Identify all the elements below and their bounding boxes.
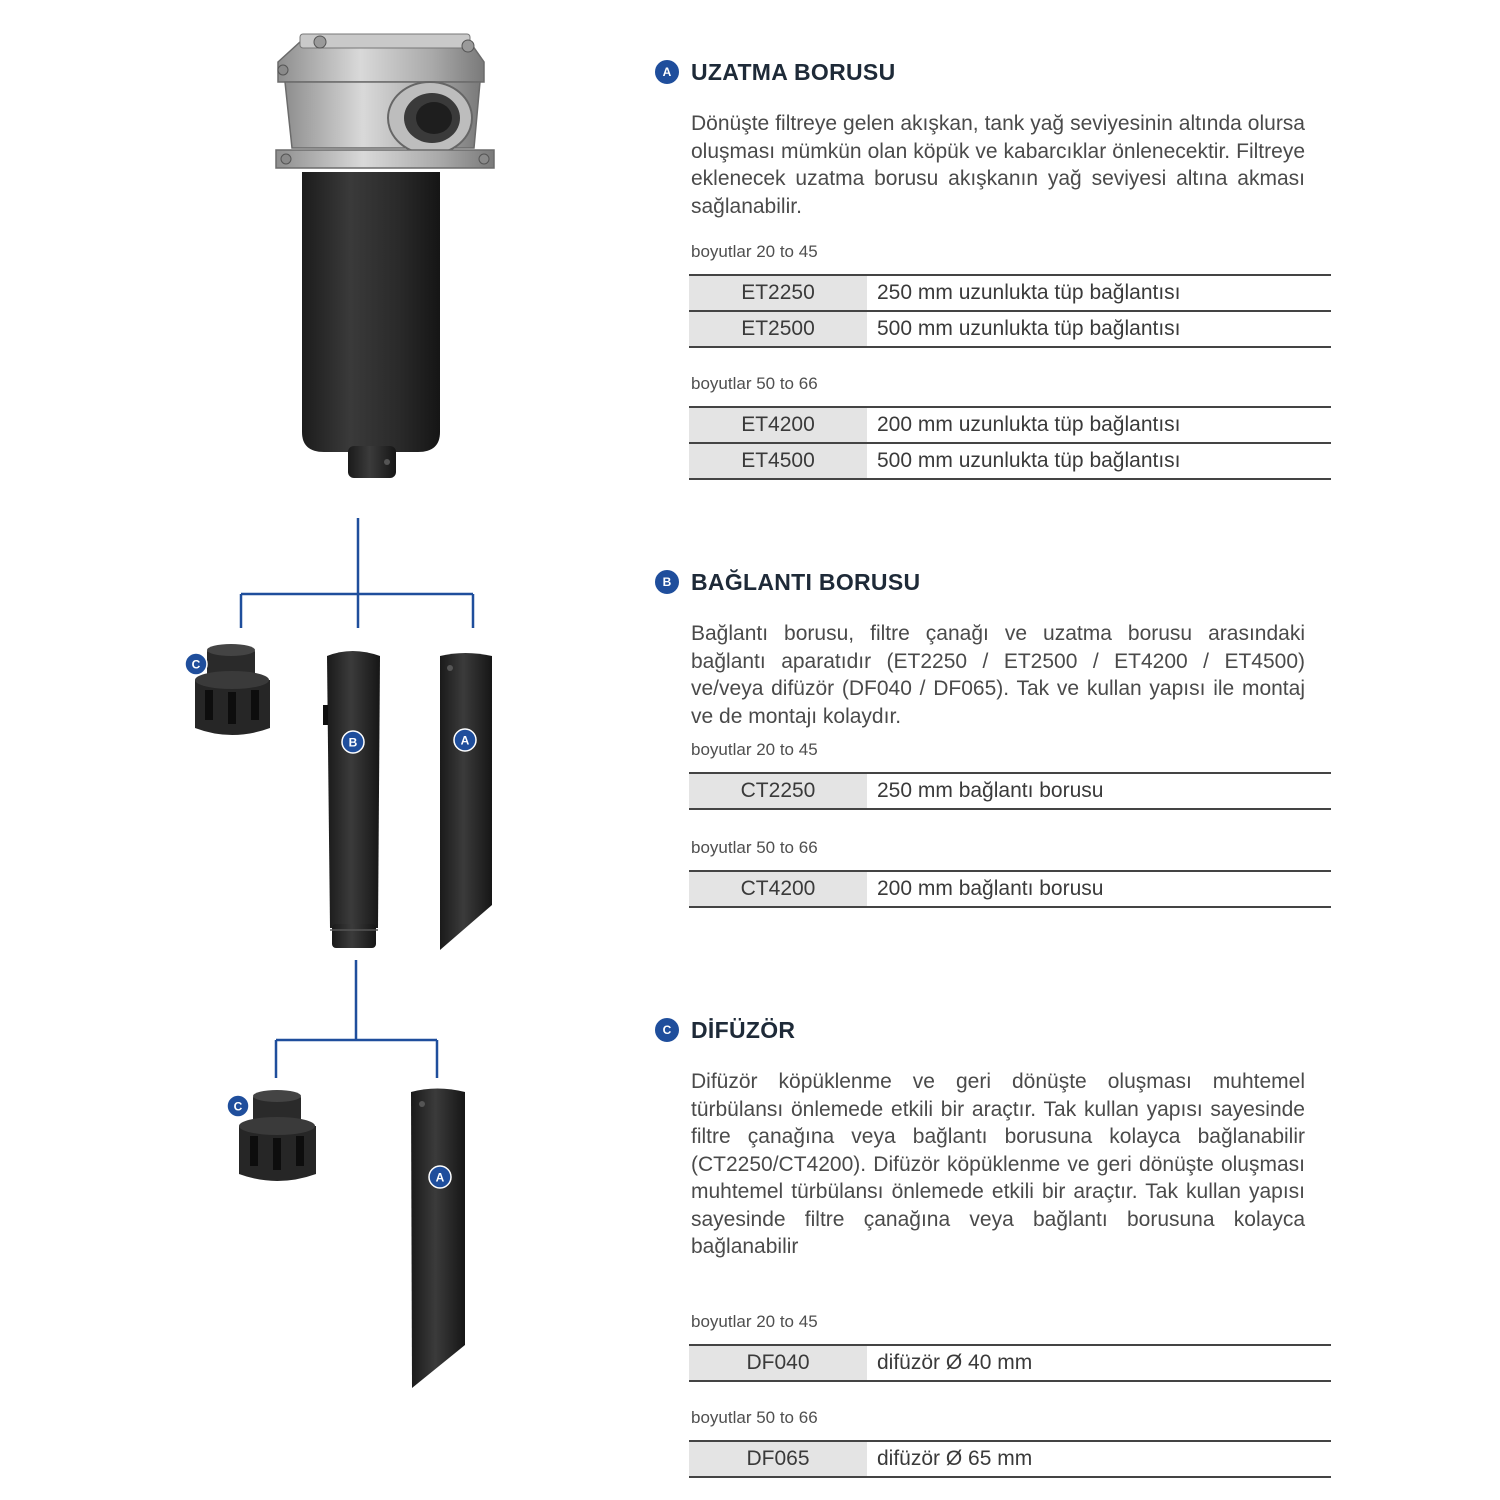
section-badge: B	[655, 570, 679, 594]
product-description: 200 mm bağlantı borusu	[877, 877, 1104, 900]
product-description: difüzör Ø 40 mm	[877, 1351, 1033, 1374]
product-description: 200 mm uzunlukta tüp bağlantısı	[877, 413, 1181, 436]
product-description: 500 mm uzunlukta tüp bağlantısı	[877, 449, 1181, 472]
section-heading	[655, 566, 1335, 598]
spec-table	[689, 1344, 1331, 1382]
extension-pipe-top	[440, 653, 492, 950]
size-label: boyutlar 50 to 66	[691, 838, 818, 857]
connector-lines-bottom	[276, 960, 437, 1078]
badge-top-diffuser	[185, 653, 207, 675]
size-label: boyutlar 50 to 66	[691, 1408, 818, 1427]
product-code: ET2500	[689, 312, 867, 346]
section-badge: C	[655, 1018, 679, 1042]
product-code: CT2250	[689, 774, 867, 808]
table-row	[689, 1346, 1331, 1382]
table-row	[689, 408, 1331, 444]
svg-text:A: A	[460, 733, 470, 748]
product-code: DF065	[689, 1442, 867, 1476]
product-description: difüzör Ø 65 mm	[877, 1447, 1033, 1470]
connection-pipe	[323, 651, 380, 948]
svg-text:B: B	[348, 735, 358, 750]
section-title: BAĞLANTI BORUSU	[691, 568, 921, 595]
section-badge: A	[655, 60, 679, 84]
size-label: boyutlar 20 to 45	[691, 242, 818, 261]
badge-bottom-diffuser	[227, 1095, 249, 1117]
diffuser-bottom	[239, 1090, 316, 1181]
svg-text:C: C	[233, 1099, 243, 1114]
badge-extension-pipe-bottom	[429, 1166, 451, 1188]
badge-extension-pipe-top	[454, 729, 476, 751]
filter-housing	[276, 34, 494, 478]
section-heading	[655, 1014, 1335, 1046]
section-title: UZATMA BORUSU	[691, 58, 896, 85]
product-code: ET4200	[689, 408, 867, 442]
table-row	[689, 872, 1331, 908]
spec-table	[689, 870, 1331, 908]
extension-pipe-bottom	[411, 1089, 465, 1389]
section-heading	[655, 56, 1335, 88]
diffuser-top	[195, 644, 270, 735]
svg-text:A: A	[435, 1170, 445, 1185]
svg-text:C: C	[191, 657, 201, 672]
section-difuzor	[655, 1014, 1335, 1478]
size-label: boyutlar 20 to 45	[691, 1312, 818, 1331]
badge-connection-pipe	[342, 731, 364, 753]
section-description: Bağlantı borusu, filtre çanağı ve uzatma borusu arasındaki bağlantı aparatıdır (ET2250 / ET2500 / ET4200 / ET4500) ve/veya difüzör (DF040 / DF065). Tak ve kullan yapısı ile montaj ve de montajı kolaydır.	[691, 622, 1305, 728]
product-illustration	[0, 0, 640, 1500]
spec-table	[689, 1440, 1331, 1478]
section-uzatma-borusu	[655, 56, 1335, 480]
product-code: ET4500	[689, 444, 867, 478]
size-label: boyutlar 50 to 66	[691, 374, 818, 393]
product-description: 250 mm uzunlukta tüp bağlantısı	[877, 281, 1181, 304]
table-row	[689, 312, 1331, 348]
table-row	[689, 444, 1331, 480]
section-baglanti-borusu	[655, 566, 1335, 908]
section-description: Dönüşte filtreye gelen akışkan, tank yağ seviyesinin altında olursa oluşması mümkün olan köpük ve kabarcıklar önlenecektir. Filtreye eklenecek uzatma borusu akışkanın yağ seviyesi altına akması sağlanabilir.	[691, 112, 1305, 218]
connector-lines-top	[241, 518, 473, 628]
size-label: boyutlar 20 to 45	[691, 740, 818, 759]
product-code: DF040	[689, 1346, 867, 1380]
product-description: 250 mm bağlantı borusu	[877, 779, 1104, 802]
spec-table	[689, 406, 1331, 480]
spec-table	[689, 274, 1331, 348]
product-code: ET2250	[689, 276, 867, 310]
section-title: DİFÜZÖR	[691, 1016, 796, 1043]
table-row	[689, 1442, 1331, 1478]
table-row	[689, 276, 1331, 312]
product-code: CT4200	[689, 872, 867, 906]
spec-table	[689, 772, 1331, 810]
table-row	[689, 774, 1331, 810]
section-description: Difüzör köpüklenme ve geri dönüşte oluşması muhtemel türbülansı önlemede etkili bir araçtır. Tak kullan yapısı sayesinde filtre çanağına veya bağlantı borusuna kolayca bağlanabilir (CT2250/CT4200). Difüzör köpüklenme ve geri dönüşte oluşması muhtemel türbülansı önlemede etkili bir araçtır. Tak kullan yapısı sayesinde filtre çanağına veya bağlantı borusuna kolayca bağlanabilir	[691, 1070, 1305, 1258]
product-description: 500 mm uzunlukta tüp bağlantısı	[877, 317, 1181, 340]
